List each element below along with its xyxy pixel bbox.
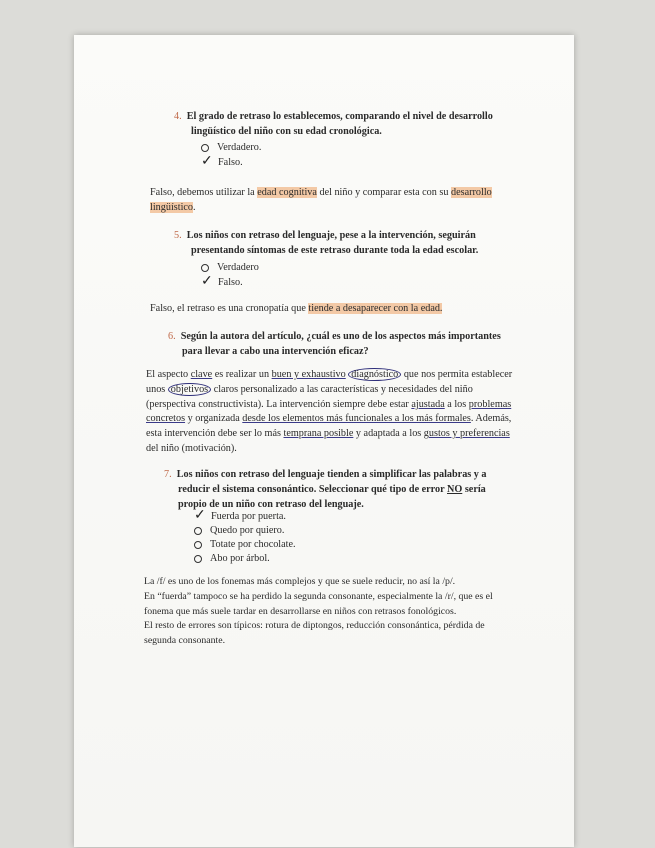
- question-4: [174, 109, 493, 139]
- document-page: [74, 35, 574, 847]
- option-falso[interactable]: ✓ Falso.: [201, 274, 243, 289]
- answer-q6: El aspecto clave es realizar un buen y exhaustivo diagnóstico que nos permita establecer unos objetivos claros personalizado a las características y necesidades del niño (perspectiva constructivista). La intervención siempre debe estar ajustada a los problemas concretos y organizada desde los elementos más funcionales a los más formales. Además, esta intervención debe ser lo más temprana posible y adaptada a los gustos y preferencias del niño (motivación).: [146, 369, 513, 454]
- radio-icon: [194, 541, 202, 549]
- question-text: presentando síntomas de este retraso durante toda la edad escolar.: [191, 245, 479, 256]
- checkmark-icon: ✓: [194, 508, 206, 523]
- options-q7: [194, 509, 296, 566]
- question-text: para llevar a cabo una intervención eficaz?: [182, 346, 369, 357]
- option-falso[interactable]: ✓ Falso.: [201, 154, 243, 169]
- checkmark-icon: ✓: [201, 154, 213, 169]
- option-verdadero[interactable]: Verdadero: [201, 261, 259, 275]
- option-abo[interactable]: Abo por árbol.: [194, 552, 296, 566]
- answer-q4: Falso, debemos utilizar la edad cognitiva del niño y comparar esta con su desarrollo lingüístico.: [150, 187, 492, 213]
- question-text: Los niños con retraso del lenguaje tienden a simplificar las palabras y a: [176, 469, 487, 480]
- question-text: Los niños con retraso del lenguaje, pese a la intervención, seguirán: [186, 230, 476, 241]
- question-text: propio de un niño con retraso del lenguaje.: [178, 499, 364, 510]
- question-text: El grado de retraso lo establecemos, comparando el nivel de desarrollo: [186, 111, 493, 122]
- answer-q5: Falso, el retraso es una cronopatía que tiende a desaparecer con la edad.: [150, 303, 443, 314]
- question-text: reducir el sistema consonántico. Seleccionar qué tipo de error: [178, 484, 447, 495]
- question-number: 6.: [168, 331, 176, 342]
- question-5: [174, 228, 478, 258]
- radio-icon: [194, 527, 202, 535]
- radio-icon: [201, 144, 209, 152]
- radio-icon: [194, 555, 202, 563]
- question-text: Según la autora del artículo, ¿cuál es uno de los aspectos más importantes: [180, 331, 501, 342]
- radio-icon: [201, 264, 209, 272]
- question-number: 7.: [164, 469, 172, 480]
- options-q4: [201, 141, 261, 170]
- option-quedo[interactable]: Quedo por quiero.: [194, 524, 296, 538]
- option-verdadero[interactable]: Verdadero.: [201, 141, 261, 155]
- option-totate[interactable]: Totate por chocolate.: [194, 538, 296, 552]
- options-q5: [201, 261, 259, 290]
- question-number: 5.: [174, 230, 182, 241]
- answer-q7: La /f/ es uno de los fonemas más complejos y que se suele reducir, no así la /p/. En “fuerda” tampoco se ha perdido la segunda consonante, especialmente la /r/, que es el fonema que más suele tardar en desarrollarse en niños con retrasos fonológicos. El resto de errores son típicos: rotura de diptongos, reducción consonántica, pérdida de segunda consonante.: [144, 576, 493, 647]
- question-7: [164, 467, 487, 512]
- question-text-emphasis: NO: [447, 484, 463, 495]
- question-number: 4.: [174, 111, 182, 122]
- question-text: sería: [462, 484, 486, 495]
- question-6: [168, 329, 501, 359]
- question-text: lingüístico del niño con su edad cronológica.: [191, 126, 382, 137]
- option-fuerda[interactable]: ✓ Fuerda por puerta.: [194, 508, 286, 523]
- checkmark-icon: ✓: [201, 274, 213, 289]
